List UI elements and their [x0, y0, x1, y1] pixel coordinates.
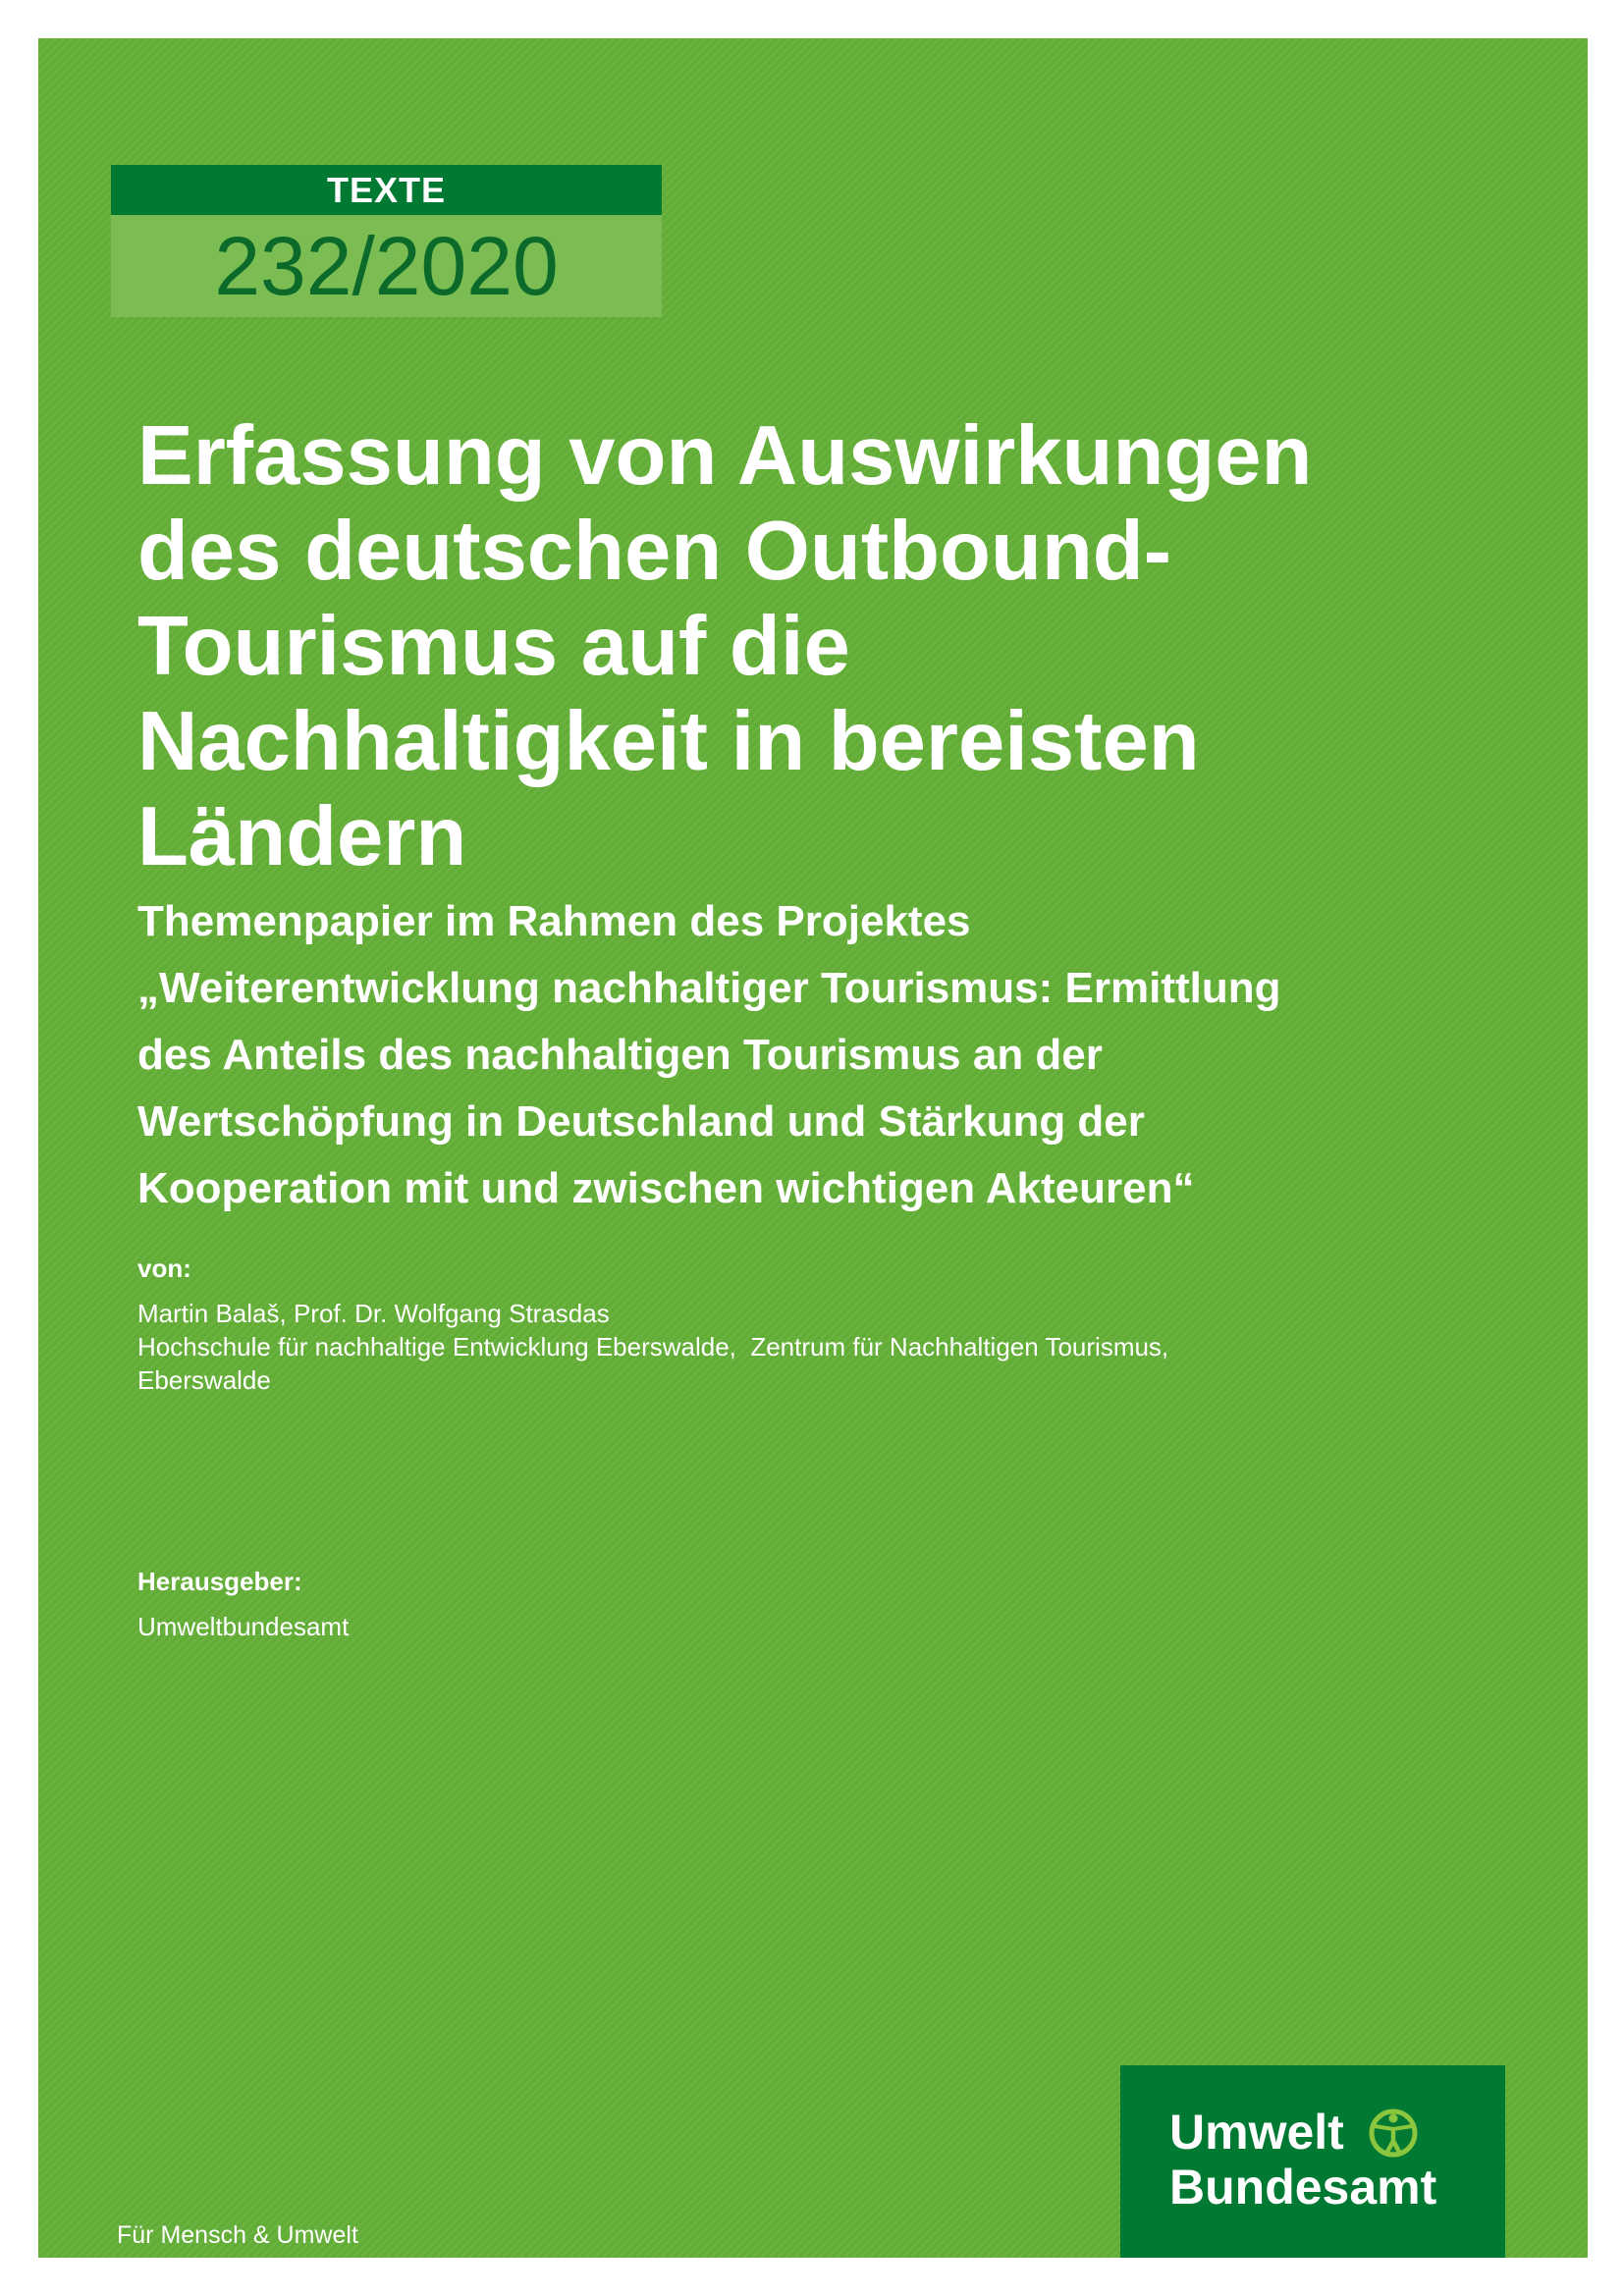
author-line: Hochschule für nachhaltige Entwicklung Eberswalde, Zentrum für Nachhaltigen Tourismus,: [137, 1332, 1169, 1362]
subtitle-line: Themenpapier im Rahmen des Projektes: [137, 897, 971, 945]
series-number: 232/2020: [214, 220, 559, 312]
author-line: Eberswalde: [137, 1365, 271, 1395]
cover-page: [38, 38, 1588, 2258]
title-line: Tourismus auf die: [137, 600, 850, 693]
subtitle-line: Kooperation mit und zwischen wichtigen Akteuren“: [137, 1164, 1195, 1212]
subtitle-line: Wertschöpfung in Deutschland und Stärkung der: [137, 1097, 1145, 1146]
subtitle-line: des Anteils des nachhaltigen Tourismus an der: [137, 1031, 1103, 1079]
series-label: TEXTE: [111, 165, 662, 215]
title-line: Nachhaltigkeit in bereisten: [137, 695, 1200, 788]
authors-block: [137, 1297, 1492, 1397]
title-line: Ländern: [137, 790, 467, 883]
human-figure-icon: [1369, 2109, 1418, 2158]
uba-logo: [1120, 2065, 1505, 2258]
series-badge: [111, 165, 662, 317]
title-line: Erfassung von Auswirkungen: [137, 409, 1313, 503]
publisher-name: Umweltbundesamt: [137, 1612, 350, 1641]
subtitle-line: „Weiterentwicklung nachhaltiger Tourismus: Ermittlung: [137, 964, 1281, 1012]
author-line: Martin Balaš, Prof. Dr. Wolfgang Strasdas: [137, 1299, 610, 1328]
publisher-label: Herausgeber:: [137, 1567, 302, 1596]
footer-slogan: Für Mensch & Umwelt: [117, 2221, 358, 2249]
logo-line-1: Umwelt: [1169, 2105, 1344, 2160]
document-title: [137, 408, 1473, 884]
title-line: des deutschen Outbound-: [137, 505, 1172, 598]
document-subtitle: [137, 888, 1492, 1222]
logo-line-2: Bundesamt: [1169, 2160, 1437, 2215]
authors-label: von:: [137, 1254, 191, 1283]
